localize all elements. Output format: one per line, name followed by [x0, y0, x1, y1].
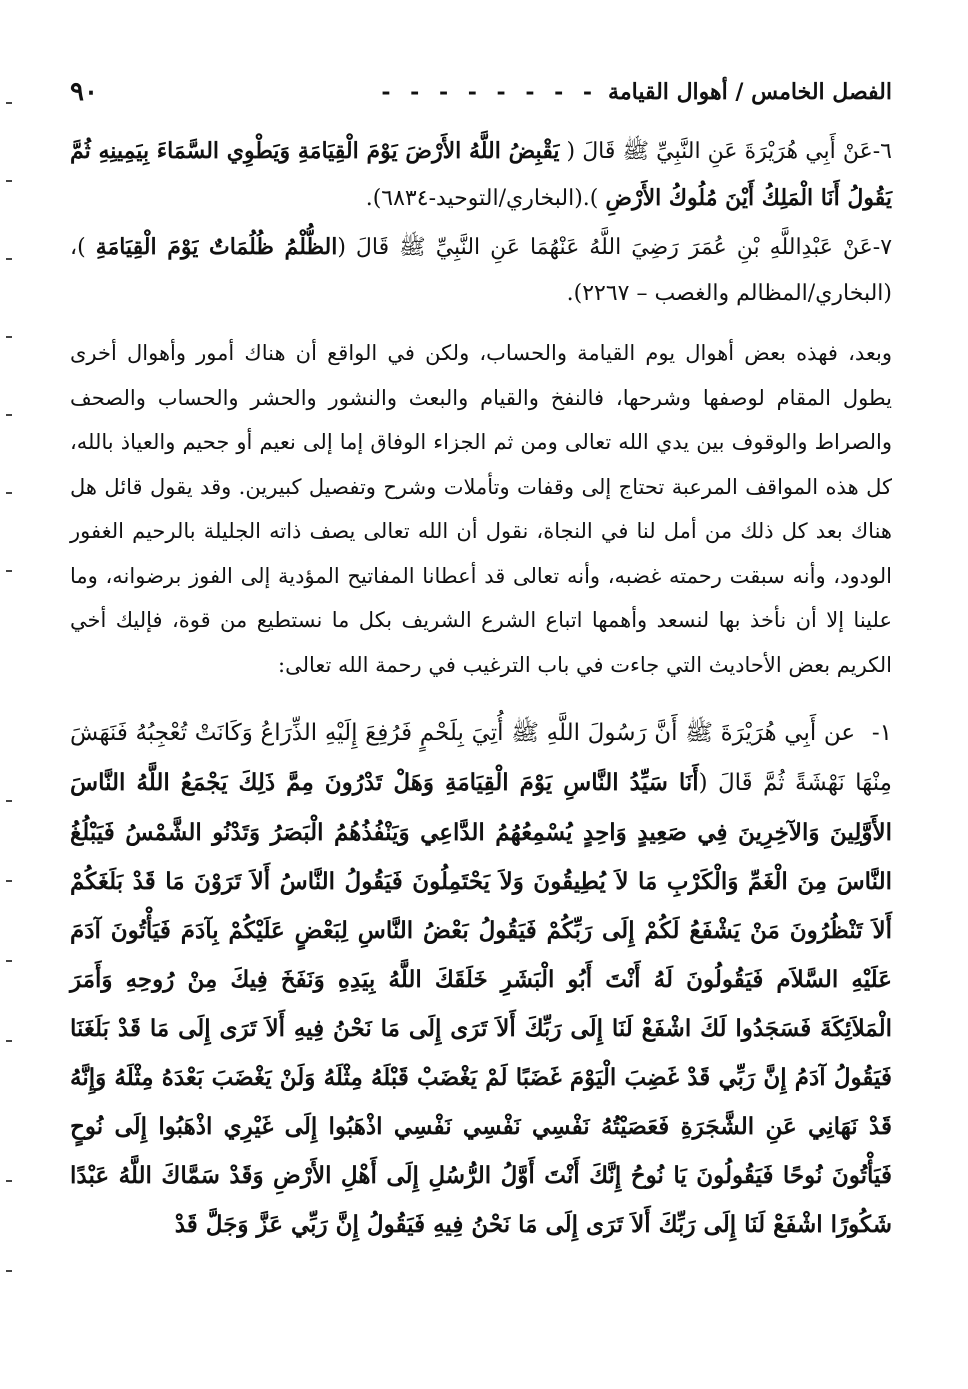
margin-mark [6, 336, 12, 338]
margin-mark [6, 1180, 12, 1182]
margin-mark [6, 880, 12, 882]
page-content [70, 128, 892, 1249]
header-dots: - - - - - - - - [381, 79, 599, 105]
hadith-6-prefix: ٦-عَنْ أَبِي هُرَيْرَةَ عَنِ النَّبِيِّ ﷺ قَالَ ( [559, 139, 892, 164]
margin-mark [6, 414, 12, 416]
page-number: ٩٠ [70, 77, 98, 107]
hadith-7-source: )، (البخاري/المظالم والغصب – ٢٢٦٧). [70, 235, 892, 306]
margin-mark [6, 258, 12, 260]
running-head [381, 79, 892, 105]
hadith-6-text: يَقْبِضُ اللَّهُ الأَرْضَ يَوْمَ الْقِيَامَةِ وَيَطْوِي السَّمَاءَ بِيَمِينِهِ ثُمَّ يَقُولُ أَنَا الْمَلِكُ أَيْنَ مُلُوكُ الأَرْضِ [70, 138, 892, 211]
margin-mark [6, 800, 12, 802]
margin-mark [6, 180, 12, 182]
page-header [70, 70, 892, 114]
margin-mark [6, 1040, 12, 1042]
book-page [70, 70, 892, 1370]
hadith-1-number: ١- [871, 720, 892, 746]
hadith-1 [70, 708, 892, 1249]
margin-mark [6, 960, 12, 962]
hadith-6 [70, 128, 892, 222]
hadith-7 [70, 224, 892, 317]
margin-mark [6, 492, 12, 494]
hadith-6-source: ).(البخاري/التوحيد-٦٨٣٤). [365, 186, 606, 211]
hadith-7-prefix: ٧-عَنْ عَبْدِاللَّهِ بْنِ عُمَرَ رَضِيَ اللَّهُ عَنْهُمَا عَنِ النَّبِيِّ ﷺ قَالَ ( [337, 235, 893, 260]
margin-mark [6, 1270, 12, 1272]
margin-mark [6, 570, 12, 572]
margin-mark [6, 102, 12, 104]
hadith-7-text: الظُّلْمُ ظُلُمَاتٌ يَوْمَ الْقِيَامَةِ [95, 234, 338, 260]
hadith-1-text: أَنَا سَيِّدُ النَّاسِ يَوْمَ الْقِيَامَةِ وَهَلْ تَدْرُونَ مِمَّ ذَلِكَ يَجْمَعُ اللَّهُ النَّاسَ الأَوَّلِينَ وَالآخِرِينَ فِي صَعِيدٍ وَاحِدٍ يُسْمِعُهُمُ الدَّاعِي وَيَنْفُذُهُمُ الْبَصَرُ وَتَدْنُو الشَّمْسُ فَيَبْلُغُ النَّاسَ مِنَ الْغَمِّ وَالْكَرْبِ مَا لاَ يُطِيقُونَ وَلاَ يَحْتَمِلُونَ فَيَقُولُ النَّاسُ أَلاَ تَرَوْنَ مَا قَدْ بَلَغَكُمْ أَلاَ تَنْظُرُونَ مَنْ يَشْفَعُ لَكُمْ إِلَى رَبِّكُمْ فَيَقُولُ بَعْضُ النَّاسِ لِبَعْضٍ عَلَيْكُمْ بِآدَمَ فَيَأْتُونَ آدَمَ عَلَيْهِ السَّلاَم فَيَقُولُونَ لَهُ أَنْتَ أَبُو الْبَشَرِ خَلَقَكَ اللَّهُ بِيَدِهِ وَنَفَخَ فِيكَ مِنْ رُوحِهِ وَأَمَرَ الْمَلاَئِكَةَ فَسَجَدُوا لَكَ اشْفَعْ لَنَا إِلَى رَبِّكَ أَلاَ تَرَى إِلَى مَا نَحْنُ فِيهِ أَلاَ تَرَى إِلَى مَا قَدْ بَلَغَنَا فَيَقُولُ آدَمُ إِنَّ رَبِّي قَدْ غَضِبَ الْيَوْمَ غَضَبًا لَمْ يَغْضَبْ قَبْلَهُ مِثْلَهُ وَلَنْ يَغْضَبَ بَعْدَهُ مِثْلَهُ وَإِنَّهُ قَدْ نَهَانِي عَنِ الشَّجَرَةِ فَعَصَيْتُهُ نَفْسِي نَفْسِي نَفْسِي اذْهَبُوا إِلَى غَيْرِي اذْهَبُوا إِلَى نُوحٍ فَيَأْتُونَ نُوحًا فَيَقُولُونَ يَا نُوحُ إِنَّكَ أَنْتَ أَوَّلُ الرُّسُلِ إِلَى أَهْلِ الأَرْضِ وَقَدْ سَمَّاكَ اللَّهُ عَبْدًا شَكُورًا اشْفَعْ لَنَا إِلَى رَبِّكَ أَلاَ تَرَى إِلَى مَا نَحْنُ فِيهِ فَيَقُولُ إِنَّ رَبِّي عَزَّ وَجَلَّ قَدْ [70, 769, 892, 1238]
body-paragraph: وبعد، فهذه بعض أهوال يوم القيامة والحساب، ولكن في الواقع أن هناك أمور وأهوال أخرى يطول المقام لوصفها وشرحها، فالنفخ والقيام والبعث والنشور والحشر والحساب والصحف والصراط والوقوف بين يدي الله تعالى ومن ثم الجزاء الوفاق إما إلى نعيم أو جحيم والعياذ بالله، كل هذه المواقف المرعبة تحتاج إلى وقفات وتأملات وشرح وتفصيل كبيرين. وقد يقول قائل هل هناك بعد كل ذلك من أمل لنا في النجاة، نقول أن الله تعالى يصف ذاته الجليلة بالرحيم الغفور الودود، وأنه سبقت رحمته غضبه، وأنه تعالى قد أعطانا المفاتيح المؤدية إلى الفوز برضوانه، وما علينا إلا أن نأخذ بها لنسعد وأهمها اتباع الشرع الشريف بكل ما نستطيع من قوة، فإليك أخي الكريم بعض الأحاديث التي جاءت في باب الترغيب في رحمة الله تعالى: [70, 341, 892, 677]
chapter-title: الفصل الخامس / أهوال القيامة [608, 79, 892, 105]
hadith-1-prefix: عن أَبِي هُرَيْرَةَ ﷺ أَنَّ رَسُولَ اللَّهِ ﷺ أُتِيَ بِلَحْمٍ فَرُفِعَ إِلَيْهِ الذِّرَاعُ وَكَانَتْ تُعْجِبُهُ فَنَهَشَ مِنْهَا نَهْشَةً ثُمَّ قَالَ ( [70, 720, 892, 796]
